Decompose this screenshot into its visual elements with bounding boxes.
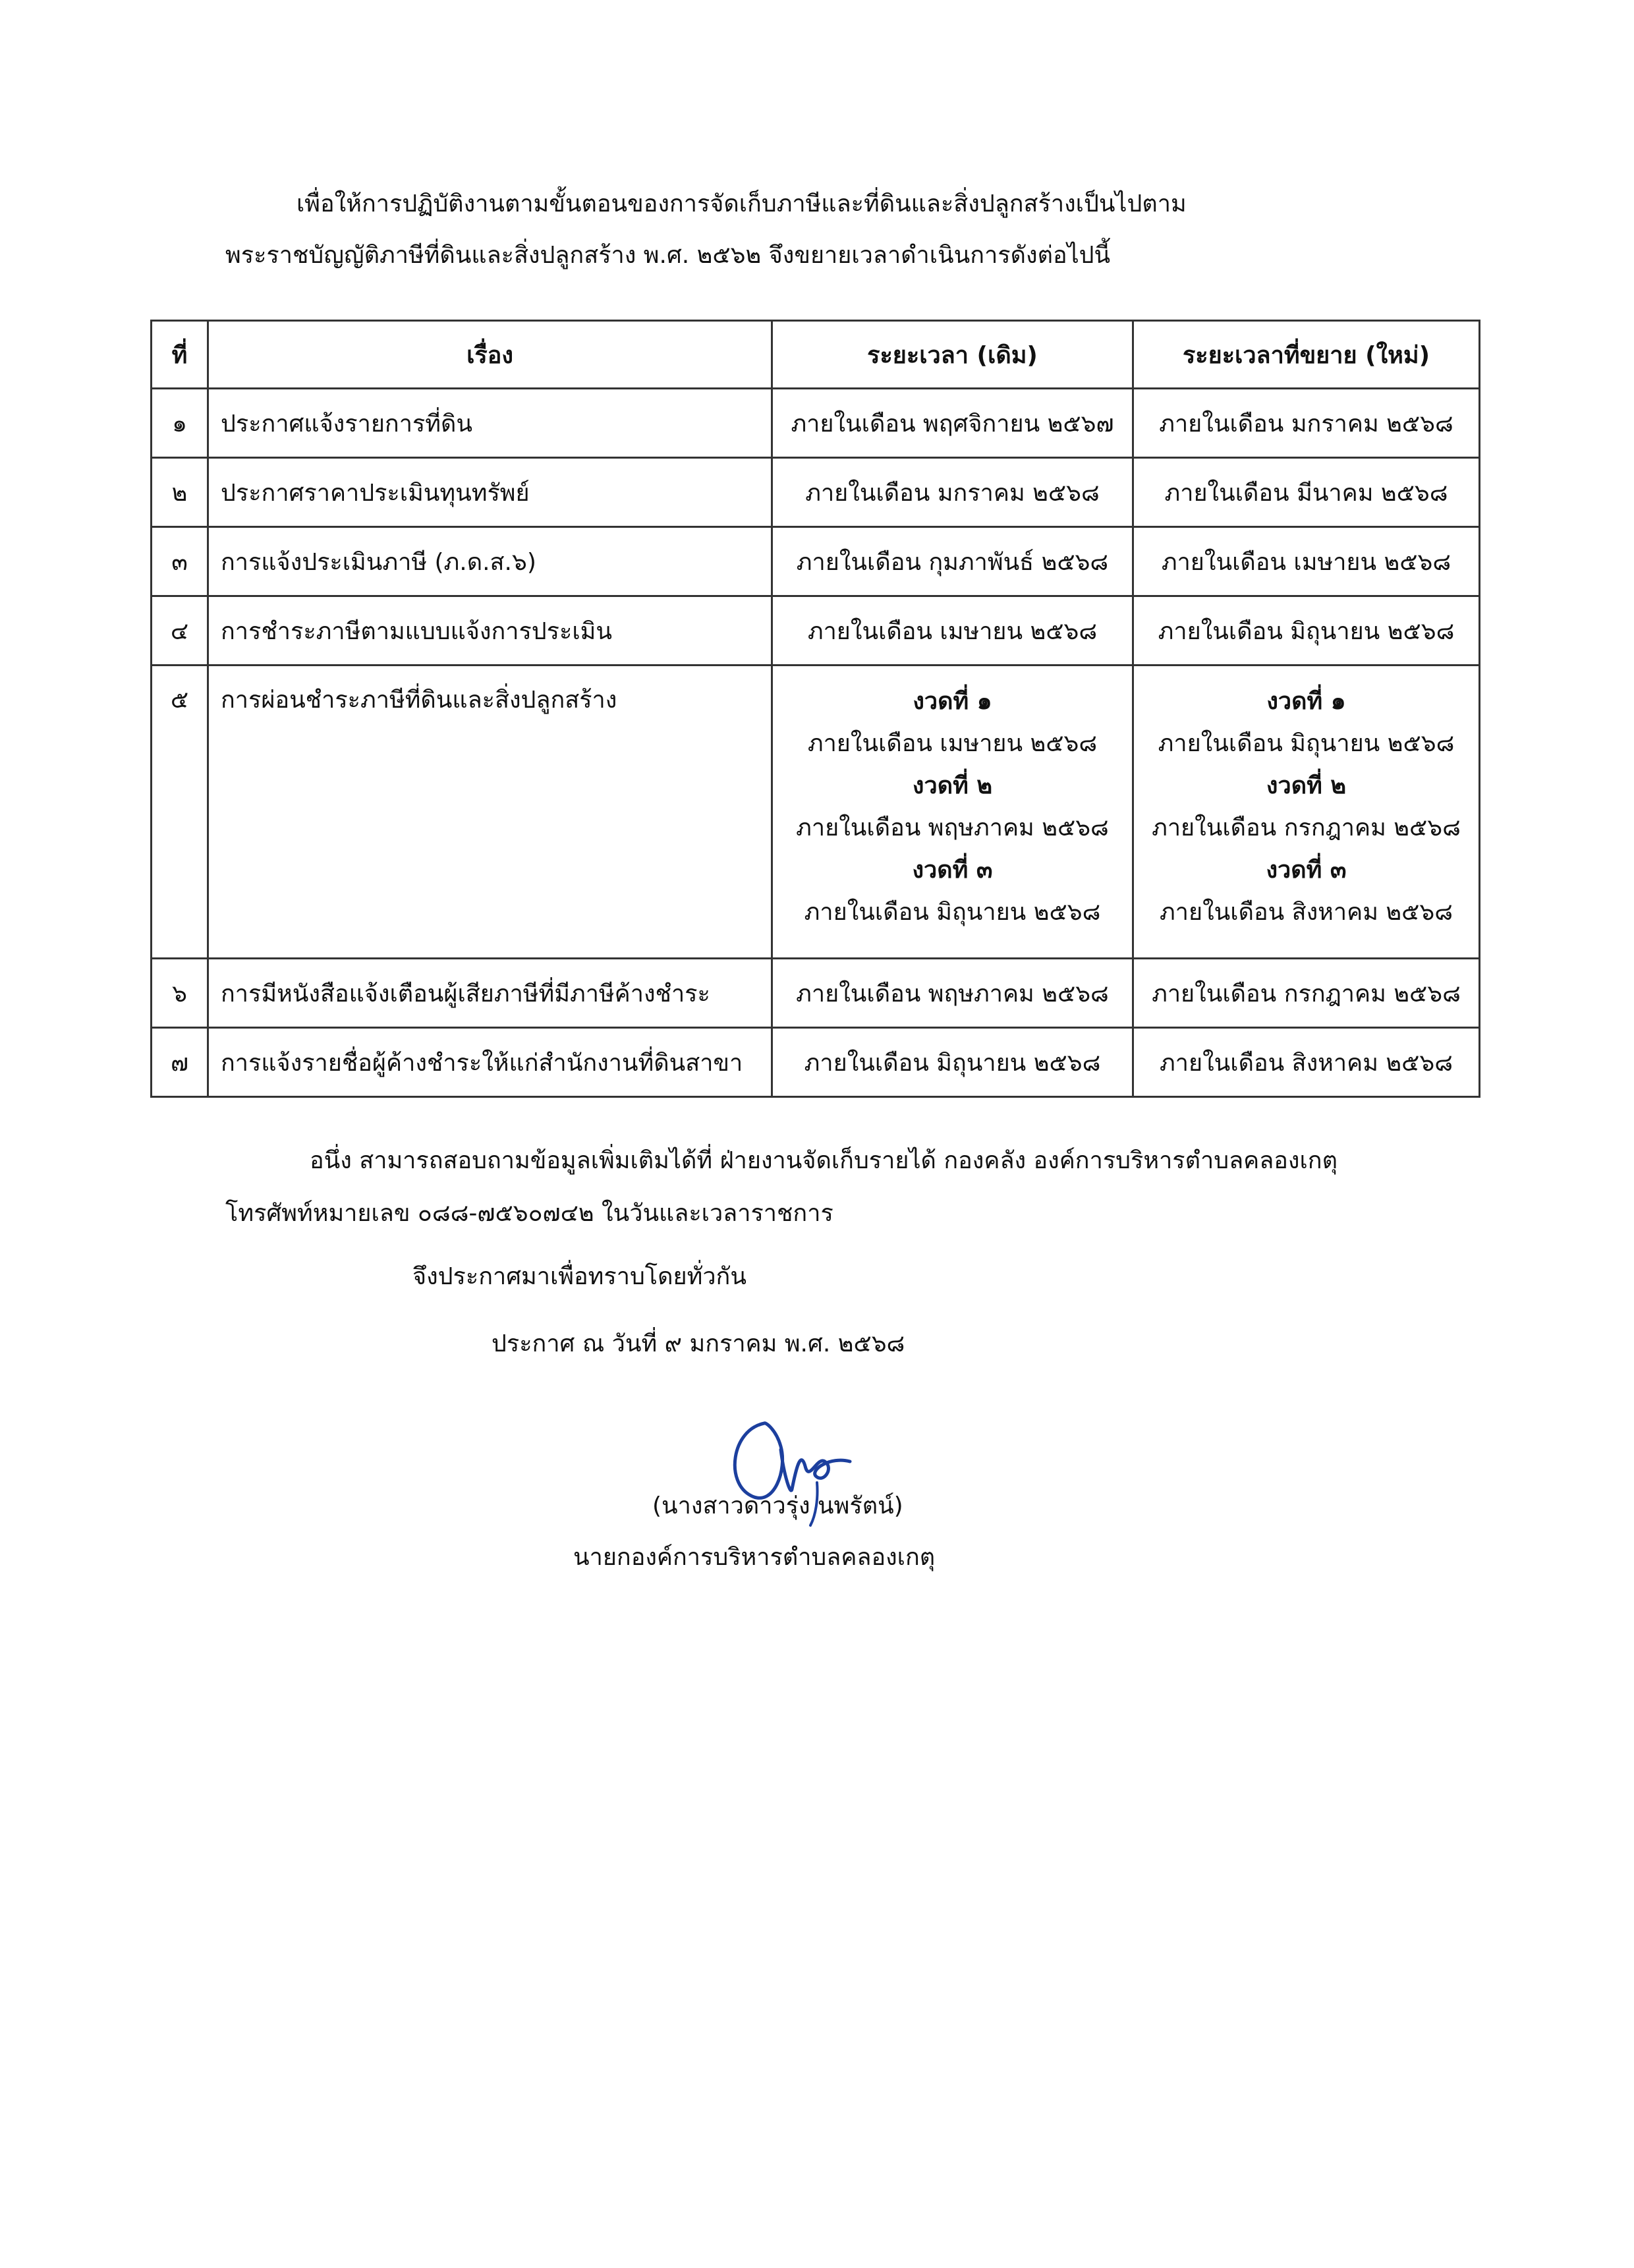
row-extended-period: ภายในเดือน มกราคม ๒๕๖๘ [1133,389,1480,458]
row-no: ๑ [152,389,208,458]
row-original-period: ภายในเดือน มกราคม ๒๕๖๘ [772,458,1133,527]
row-extended-installments [1133,666,1480,959]
row-topic: การมีหนังสือแจ้งเตือนผู้เสียภาษีที่มีภาษีค้างชำระ [208,959,772,1028]
table-row [152,596,1480,666]
row-extended-period: ภายในเดือน สิงหาคม ๒๕๖๘ [1133,1028,1480,1097]
row-topic: การชำระภาษีตามแบบแจ้งการประเมิน [208,596,772,666]
header-original-period: ระยะเวลา (เดิม) [772,321,1133,389]
row-original-period: ภายในเดือน เมษายน ๒๕๖๘ [772,596,1133,666]
installment-period: ภายในเดือน พฤษภาคม ๒๕๖๘ [796,814,1109,841]
installment-label: งวดที่ ๓ [912,857,993,884]
table-row [152,458,1480,527]
row-no: ๓ [152,527,208,596]
installment-label: งวดที่ ๑ [1266,688,1346,715]
row-extended-period: ภายในเดือน กรกฎาคม ๒๕๖๘ [1133,959,1480,1028]
header-topic: เรื่อง [208,321,772,389]
installment-label: งวดที่ ๓ [1266,857,1347,884]
signatory-name: (นางสาวดาวรุ่ง นพรัตน์) [652,1492,903,1519]
header-extended-period: ระยะเวลาที่ขยาย (ใหม่) [1133,321,1480,389]
installment-period: ภายในเดือน สิงหาคม ๒๕๖๘ [1160,899,1453,926]
row-original-installments [772,666,1133,959]
row-topic: ประกาศแจ้งรายการที่ดิน [208,389,772,458]
row-no: ๔ [152,596,208,666]
closing-statement: จึงประกาศมาเพื่อทราบโดยทั่วกัน [412,1263,747,1290]
installment-period: ภายในเดือน มิถุนายน ๒๕๖๘ [1158,730,1455,757]
installment-period: ภายในเดือน มิถุนายน ๒๕๖๘ [804,899,1101,926]
row-original-period: ภายในเดือน กุมภาพันธ์ ๒๕๖๘ [772,527,1133,596]
row-original-period: ภายในเดือน พฤศจิกายน ๒๕๖๗ [772,389,1133,458]
signatory-position: นายกองค์การบริหารตำบลคลองเกตุ [573,1544,936,1571]
row-no: ๗ [152,1028,208,1097]
row-original-period: ภายในเดือน มิถุนายน ๒๕๖๘ [772,1028,1133,1097]
schedule-table [150,320,1480,1098]
row-topic: การแจ้งรายชื่อผู้ค้างชำระให้แก่สำนักงานที่ดินสาขา [208,1028,772,1097]
intro-line-2: พระราชบัญญัติภาษีที่ดินและสิ่งปลูกสร้าง พ.ศ. ๒๕๖๒ จึงขยายเวลาดำเนินการดังต่อไปนี้ [225,242,1111,269]
installment-label: งวดที่ ๑ [913,688,992,715]
installment-label: งวดที่ ๒ [1266,772,1347,799]
table-row [152,527,1480,596]
installment-period: ภายในเดือน เมษายน ๒๕๖๘ [807,730,1098,757]
table-row [152,959,1480,1028]
installment-period: ภายในเดือน กรกฎาคม ๒๕๖๘ [1152,814,1461,841]
intro-line-1: เพื่อให้การปฏิบัติงานตามขั้นตอนของการจัดเก็บภาษีและที่ดินและสิ่งปลูกสร้างเป็นไปตาม [296,190,1187,217]
table-row-installments [152,666,1480,959]
row-no: ๖ [152,959,208,1028]
row-topic: ประกาศราคาประเมินทุนทรัพย์ [208,458,772,527]
table-header-row [152,321,1480,389]
row-topic: การแจ้งประเมินภาษี (ภ.ด.ส.๖) [208,527,772,596]
header-no: ที่ [152,321,208,389]
row-original-period: ภายในเดือน พฤษภาคม ๒๕๖๘ [772,959,1133,1028]
note-line-2: โทรศัพท์หมายเลข ๐๘๘-๗๕๖๐๗๔๒ ในวันและเวลาราชการ [225,1200,833,1227]
installment-label: งวดที่ ๒ [912,772,993,799]
announcement-date: ประกาศ ณ วันที่ ๙ มกราคม พ.ศ. ๒๕๖๘ [492,1330,905,1357]
row-extended-period: ภายในเดือน มิถุนายน ๒๕๖๘ [1133,596,1480,666]
row-topic: การผ่อนชำระภาษีที่ดินและสิ่งปลูกสร้าง [208,666,772,959]
note-line-1: อนึ่ง สามารถสอบถามข้อมูลเพิ่มเติมได้ที่ ฝ่ายงานจัดเก็บรายได้ กองคลัง องค์การบริหารตำบลคลองเกตุ [310,1147,1338,1174]
row-extended-period: ภายในเดือน มีนาคม ๒๕๖๘ [1133,458,1480,527]
table-row [152,1028,1480,1097]
row-no: ๕ [152,666,208,959]
row-extended-period: ภายในเดือน เมษายน ๒๕๖๘ [1133,527,1480,596]
table-row [152,389,1480,458]
row-no: ๒ [152,458,208,527]
